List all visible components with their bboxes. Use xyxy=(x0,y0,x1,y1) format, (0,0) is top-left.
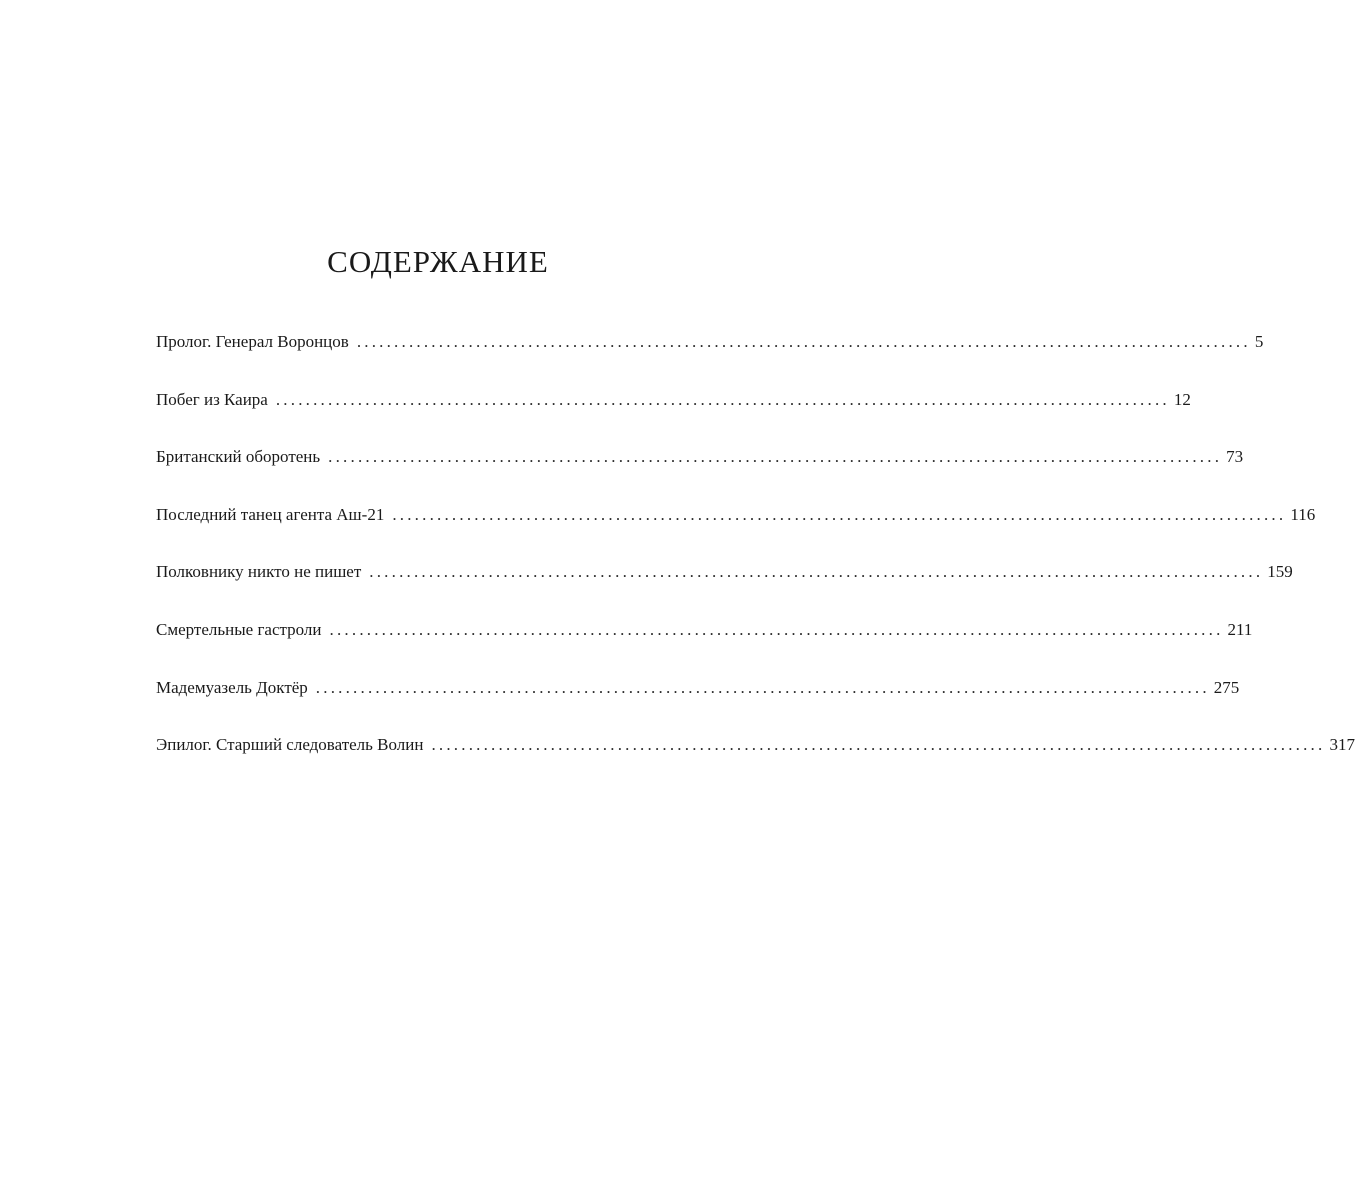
toc-entry-title: Британский оборотень xyxy=(156,447,321,467)
toc-entry-page: 116 xyxy=(1290,504,1316,524)
toc-entry-page: 211 xyxy=(1227,619,1253,639)
toc-entry-title: Пролог. Генерал Воронцов xyxy=(156,332,349,351)
toc-entry xyxy=(156,502,1316,560)
toc-entry-title: Мадемуазель Доктёр xyxy=(156,677,308,697)
toc-entry-page: 275 xyxy=(1213,677,1240,697)
dot-leader: ........................................................................................................................ xyxy=(328,447,1223,467)
toc-entry-title: Последний танец агента Аш-21 xyxy=(156,504,385,524)
dot-leader: ........................................................................................................................ xyxy=(315,677,1210,697)
toc-list xyxy=(156,329,1355,790)
toc-entry-title: Эпилог. Старший следователь Волин xyxy=(156,735,424,755)
toc-entry xyxy=(156,387,1191,445)
toc-entry xyxy=(156,617,1253,675)
toc-entry xyxy=(156,732,1355,790)
dot-leader: ........................................................................................................................ xyxy=(329,619,1224,639)
toc-entry-title: Полковнику никто не пишет xyxy=(156,562,362,582)
toc-entry xyxy=(156,559,1293,617)
toc-entry-page: 159 xyxy=(1267,562,1293,582)
toc-entry xyxy=(156,329,1264,387)
toc-entry-title: Смертельные гастроли xyxy=(156,619,322,639)
dot-leader: ........................................................................................................................ xyxy=(369,562,1264,582)
dot-leader: ........................................................................................................................ xyxy=(392,504,1287,524)
dot-leader: ........................................................................................................................ xyxy=(356,332,1251,351)
toc-heading: СОДЕРЖАНИЕ xyxy=(327,244,549,279)
toc-entry-page: 73 xyxy=(1226,447,1244,467)
toc-entry-page: 317 xyxy=(1329,735,1355,755)
toc-entry xyxy=(156,675,1240,733)
dot-leader: ........................................................................................................................ xyxy=(275,389,1170,409)
toc-entry xyxy=(156,444,1244,502)
toc-entry-page: 12 xyxy=(1173,389,1191,409)
toc-entry-title: Побег из Каира xyxy=(156,389,268,409)
dot-leader: ........................................................................................................................ xyxy=(431,735,1326,755)
toc-entry-page: 5 xyxy=(1254,332,1264,351)
